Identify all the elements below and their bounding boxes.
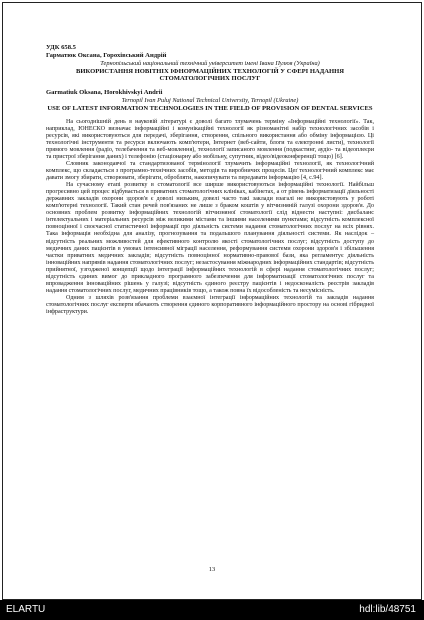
page-number: 13 [208,566,216,573]
paragraph-1: На сьогоднішній день в науковій літературі є доволі багато тлумачень терміну «Інформаційні технології». Так, наприклад, ЮНЕСКО визначає інформаційні і комунікаційні технології як різноманітні набір технологічних засобів і ресурсів, які використовуються для передачі, зберігання, створення, спільного використання або обміну інформацією. Ці технологічні інструменти та ресурси включають комп'ютери, Інтернет (веб-сайти, блоги та електронні листи), технології прямого мовлення (радіо, телебачення та веб-мовлення), технології записаного мовлення (подкастинг, аудіо- та відеоплеєри та пристрої зберігання даних) і телефонію (стаціонарну або мобільну, супутник, відео/відеоконференції тощо) [6]. [46,118,374,160]
affiliation-en: Ternopil Ivan Puluj National Technical University, Ternopil (Ukraine) [121,97,299,105]
authors-ua: Гарматюк Оксана, Горохівський Андрій [46,52,167,59]
udk-code: УДК 658.5 [46,44,76,51]
document-page [46,44,374,316]
footer-repository-name[interactable]: ELARTU [6,604,46,615]
footer-bar [0,600,424,620]
affiliation-ua: Тернопільський національний технічний університет імені Івана Пулюя (Україна) [100,60,320,67]
paragraph-3: На сучасному етапі розвитку в стоматології все ширше використовуються інформаційні технології. Найбільш прогресивно цей процес відбувається в приватних стоматологічних клініках, кабінетах, а от рівень інформатизації діяльності державних закладів охорони здоров'я є доволі низьким, довелі часто такі заклади взагалі не використовують у роботі комп'ютерні технології. Такий стан речей пов'язаних не лише з браком коштів у вітчизняній галузі охорони здоров'я. До основних проблем розвитку інформаційних технологій вітчизняної стоматології слід віднести наступні: дисбаланс інтелектуальних і матеріальних ресурсів між великими містами та іншими населеними пунктами; відсутність комплексної повноцінної і своєчасної статистичної інформації про діяльність системи надання стоматологічних послуг на всіх рівнях. Така інформація необхідна для аналізу, прогнозування та подальшого планування діяльності системи. Як наслідок – відсутність реальних можливостей для ефективного контролю якості стоматологічних послуг; відсутність доступу до медичних даних пацієнтів в умовах інтенсивної міграції населення, реформування системи охорони здоров'я і збільшення частки приватних медичних закладів; відсутність повноцінної нормативно-правової бази, яка регламентує діяльність інноваційних напрямів надання стоматологічних послуг; незастосування міжнародних інформаційних стандартів; відсутність прийнятної, узгодженої концепції щодо інтеграції інформаційних технологій в сфері надання стоматологічних послуг; відсутність єдиних вимог до прикладного програмного забезпечення для інформатизації стоматологічних послуг та впровадження інноваційних рішень у галузі; відсутність єдиного реєстру пацієнтів і недосконалість реєстрів закладів надання стоматологічних послуг, медичних працівників тощо, а також повна їх відособленість та несумісність. [46,182,374,294]
title-ua: ВИКОРИСТАННЯ НОВІТНІХ ІФНОРМАЦІЙНИХ ТЕХНОЛОГІЙ У СФЕРІ НАДАННЯ СТОМАТОЛОГІЧНИХ ПОСЛУГ [75,67,345,83]
footer-handle[interactable]: hdl:lib/48751 [359,604,416,615]
title-en: USE OF LATEST INFORMATION TECHNOLOGIES IN THE FIELD OF PROVISION OF DENTAL SERVICES [47,104,373,112]
paragraph-4: Одним з шляхів розв'язання проблеми взаємної інтеграції інформаційних технологій та закладів надання стоматологічних послуг експерти вбачають створення єдиного корпоративного інформаційного простору на основі гібридної інфраструктури. [46,294,374,315]
authors-en: Garmatiuk Oksana, Horokhivskyi Andrii [46,89,163,97]
paragraph-2: Словник законодавчої та стандартизованої термінології тлумачить інформаційні технології, як технологічний комплекс, що складається з програмно-технічних засобів, методів та виробничих процесів. Цеґ технологічний комплекс має давати змогу збирати, створювати, зберігати, обробляти, накопичувати та передавати інформацію [4, с.94]. [46,161,374,182]
